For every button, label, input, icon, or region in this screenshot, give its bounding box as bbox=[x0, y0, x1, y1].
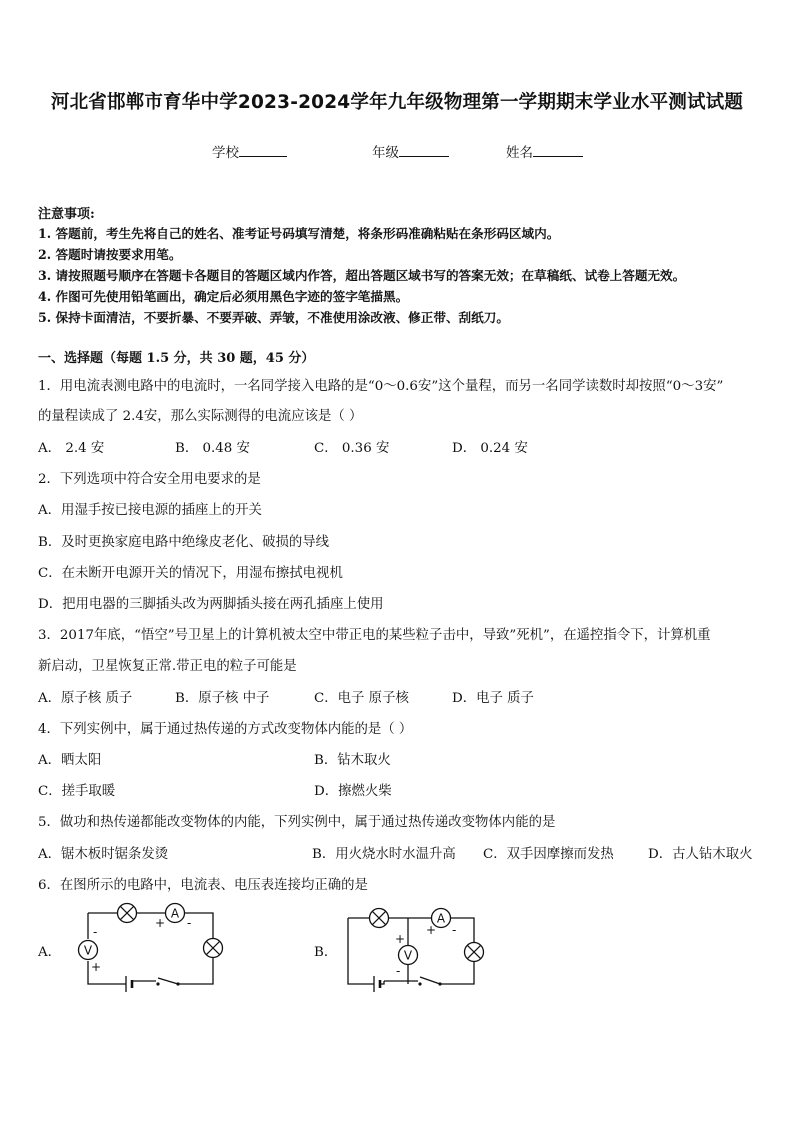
ammeter-minus-sign: - bbox=[452, 923, 457, 937]
voltmeter-symbol bbox=[399, 946, 418, 965]
q1-option-a[interactable]: A． 2.4 安 bbox=[38, 441, 105, 456]
q5-option-a[interactable]: A．锯木板时锯条发烫 bbox=[38, 847, 169, 862]
q6-option-a-label[interactable]: A． bbox=[38, 945, 62, 960]
q4-option-d[interactable]: D．擦燃火柴 bbox=[314, 784, 392, 799]
section-heading: 一、选择题（每题 1.5 分，共 30 题，45 分） bbox=[38, 351, 315, 366]
q4-option-c[interactable]: C．搓手取暖 bbox=[38, 784, 116, 799]
q3-stem-line2: 新启动，卫星恢复正常.带正电的粒子可能是 bbox=[38, 659, 297, 674]
voltmeter-letter: V bbox=[403, 948, 413, 963]
q3-option-a[interactable]: A．原子核 质子 bbox=[38, 691, 133, 706]
note-item: 1. 答题前，考生先将自己的姓名、准考证号码填写清楚，将条形码准确粘贴在条形码区域内。 bbox=[38, 226, 560, 241]
school-blank[interactable] bbox=[239, 144, 287, 157]
q5-option-d[interactable]: D．古人钻木取火 bbox=[648, 847, 753, 862]
q4-option-b[interactable]: B．钻木取火 bbox=[314, 753, 391, 768]
battery-symbol bbox=[126, 976, 132, 992]
q1-option-d[interactable]: D． 0.24 安 bbox=[452, 441, 528, 456]
q1-stem-line2: 的量程读成了 2.4安，那么实际测得的电流应该是（ ） bbox=[38, 409, 363, 424]
voltmeter-letter: V bbox=[83, 943, 93, 958]
school-field bbox=[212, 141, 287, 161]
q6-option-b-label[interactable]: B． bbox=[314, 945, 338, 960]
voltmeter-minus-sign: - bbox=[93, 925, 98, 939]
q1-option-b[interactable]: B． 0.48 安 bbox=[175, 441, 250, 456]
voltmeter-plus-sign: + bbox=[395, 932, 406, 946]
circuit-diagram-b[interactable] bbox=[340, 898, 500, 1002]
ammeter-letter: A bbox=[170, 906, 180, 921]
ammeter-letter: A bbox=[436, 911, 446, 926]
q5-option-c[interactable]: C．双手因摩擦而发热 bbox=[483, 847, 614, 862]
ammeter-plus-sign: + bbox=[426, 923, 437, 937]
q3-option-b[interactable]: B．原子核 中子 bbox=[175, 691, 270, 706]
grade-label: 年级 bbox=[372, 145, 399, 161]
ammeter-plus-sign: + bbox=[155, 916, 166, 930]
q4-stem: 4．下列实例中，属于通过热传递的方式改变物体内能的是（ ） bbox=[38, 722, 413, 737]
q3-option-d[interactable]: D．电子 质子 bbox=[452, 691, 534, 706]
lamp-symbol bbox=[370, 909, 389, 928]
lamp-symbol bbox=[118, 904, 137, 923]
voltmeter-minus-sign: - bbox=[396, 964, 401, 978]
q5-option-b[interactable]: B．用火烧水时水温升高 bbox=[312, 847, 456, 862]
q2-option-a[interactable]: A．用湿手按已接电源的插座上的开关 bbox=[38, 503, 262, 518]
q2-option-c[interactable]: C．在未断开电源开关的情况下，用湿布擦拭电视机 bbox=[38, 566, 343, 581]
name-field bbox=[506, 141, 583, 161]
note-item: 5. 保持卡面清洁，不要折暴、不要弄破、弄皱，不准使用涂改液、修正带、刮纸刀。 bbox=[38, 310, 509, 325]
q1-option-c[interactable]: C． 0.36 安 bbox=[314, 441, 390, 456]
q2-option-b[interactable]: B．及时更换家庭电路中绝缘皮老化、破损的导线 bbox=[38, 535, 330, 550]
voltmeter-symbol bbox=[79, 941, 98, 960]
q5-stem: 5．做功和热传递都能改变物体的内能，下列实例中，属于通过热传递改变物体内能的是 bbox=[38, 815, 556, 830]
q6-stem: 6．在图所示的电路中，电流表、电压表连接均正确的是 bbox=[38, 878, 368, 893]
exam-title: 河北省邯郸市育华中学2023-2024学年九年级物理第一学期期末学业水平测试试题 bbox=[50, 92, 744, 113]
ammeter-minus-sign: - bbox=[187, 916, 192, 930]
name-blank[interactable] bbox=[533, 144, 583, 157]
q2-stem: 2．下列选项中符合安全用电要求的是 bbox=[38, 472, 261, 487]
q3-option-c[interactable]: C．电子 原子核 bbox=[314, 691, 409, 706]
voltmeter-plus-sign: + bbox=[91, 960, 102, 974]
name-label: 姓名 bbox=[506, 145, 533, 161]
q3-stem-line1: 3．2017年底，“悟空”号卫星上的计算机被太空中带正电的某些粒子击中，导致”死机”，在遥控指令下，计算机重 bbox=[38, 628, 711, 643]
q4-option-a[interactable]: A．晒太阳 bbox=[38, 753, 102, 768]
grade-blank[interactable] bbox=[399, 144, 449, 157]
note-item: 2. 答题时请按要求用笔。 bbox=[38, 247, 182, 262]
school-label: 学校 bbox=[212, 145, 239, 161]
lamp-symbol bbox=[204, 939, 223, 958]
circuit-diagram-a[interactable] bbox=[60, 898, 240, 1002]
note-item: 4. 作图可先使用铅笔画出，确定后必须用黑色字迹的签字笔描黑。 bbox=[38, 289, 409, 304]
grade-field bbox=[372, 141, 449, 161]
notes-heading: 注意事项: bbox=[38, 207, 95, 222]
q1-stem-line1: 1．用电流表测电路中的电流时，一名同学接入电路的是“0～0.6安”这个量程，而另一名同学读数时却按照“0～3安” bbox=[38, 379, 724, 394]
q2-option-d[interactable]: D．把用电器的三脚插头改为两脚插头接在两孔插座上使用 bbox=[38, 597, 384, 612]
lamp-symbol bbox=[465, 943, 484, 962]
note-item: 3. 请按照题号顺序在答题卡各题目的答题区域内作答，超出答题区域书写的答案无效；在草稿纸、试卷上答题无效。 bbox=[38, 268, 686, 283]
battery-symbol bbox=[374, 976, 384, 992]
ammeter-symbol bbox=[166, 904, 185, 923]
